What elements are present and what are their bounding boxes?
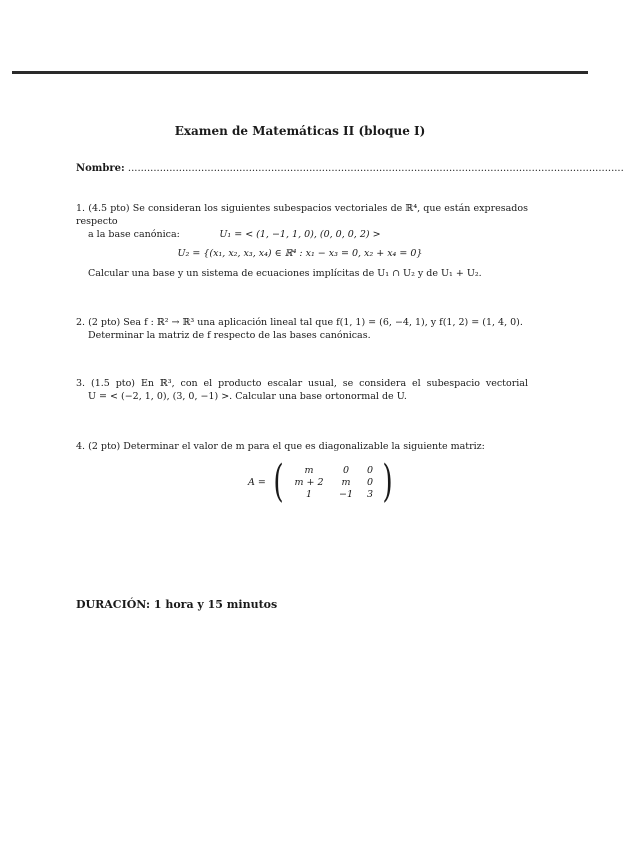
left-paren: ( [273,456,284,507]
name-field-dots: ............................................................................................................................................................ [127,163,624,174]
top-rule [12,71,588,74]
question-2 [76,316,528,342]
question-1-eq1: U₁ = < (1, −1, 1, 0), (0, 0, 0, 2) > [219,229,381,240]
matrix-a [248,456,396,507]
question-2-body: Sea f : ℝ² → ℝ³ una aplicación lineal tal que f(1, 1) = (6, −4, 1), y f(1, 2) = (1, 4, 0). [123,317,523,328]
matrix-cell: m [341,476,351,488]
exam-duration: DURACIÓN: 1 hora y 15 minutos [76,598,278,611]
question-3-number: 3. [76,378,86,389]
question-2-points: (2 pto) [88,317,121,328]
right-paren: ) [382,456,393,507]
matrix-cell: 1 [305,488,313,500]
matrix-grid [287,465,379,500]
question-3-body-2: U = < (−2, 1, 0), (3, 0, −1) >. Calcular una base ortonormal de U. [88,391,407,402]
question-1-number: 1. [76,203,86,214]
matrix-cell: m + 2 [294,476,324,488]
question-1-ask [76,267,528,280]
question-3-text [76,377,528,390]
question-4-points: (2 pto) [88,441,121,452]
matrix-cell: −1 [339,488,354,500]
question-1-body-2: a la base canónica: [88,229,180,240]
question-1-body: Se consideran los siguientes subespacios vectoriales de ℝ⁴, que están expresados respecto [76,203,528,227]
question-3 [76,377,528,403]
question-4-number: 4. [76,441,86,452]
question-4-text [76,440,528,453]
exam-title: Examen de Matemáticas II (bloque I) [174,124,426,138]
question-2-text [76,316,528,329]
question-1-body-3: Calcular una base y un sistema de ecuaciones implícitas de U₁ ∩ U₂ y de U₁ + U₂. [88,268,482,279]
matrix-cell: 0 [366,464,374,476]
name-line [76,163,624,174]
matrix-cell: 0 [342,464,350,476]
matrix-lhs: A = [248,476,266,488]
matrix-cell: 3 [366,488,374,500]
question-3-points: (1.5 pto) [90,378,136,389]
question-1-points: (4.5 pto) [88,203,130,214]
question-1-eq2: U₂ = {(x₁, x₂, x₃, x₄) ∈ ℝ⁴ : x₁ − x₃ = 0, x₂ + x₄ = 0} [177,248,423,259]
matrix-cell: m [304,464,314,476]
question-1-text [76,202,528,228]
question-4-body: Determinar el valor de m para el que es diagonalizable la siguiente matriz: [123,441,485,452]
question-2-number: 2. [76,317,86,328]
question-3-body: En ℝ³, con el producto escalar usual, se considera el subespacio vectorial [140,378,528,389]
matrix-cell: 0 [366,476,374,488]
question-4 [76,440,528,453]
question-2-body-2: Determinar la matriz de f respecto de las bases canónicas. [88,330,371,341]
name-label: Nombre: [76,163,125,174]
